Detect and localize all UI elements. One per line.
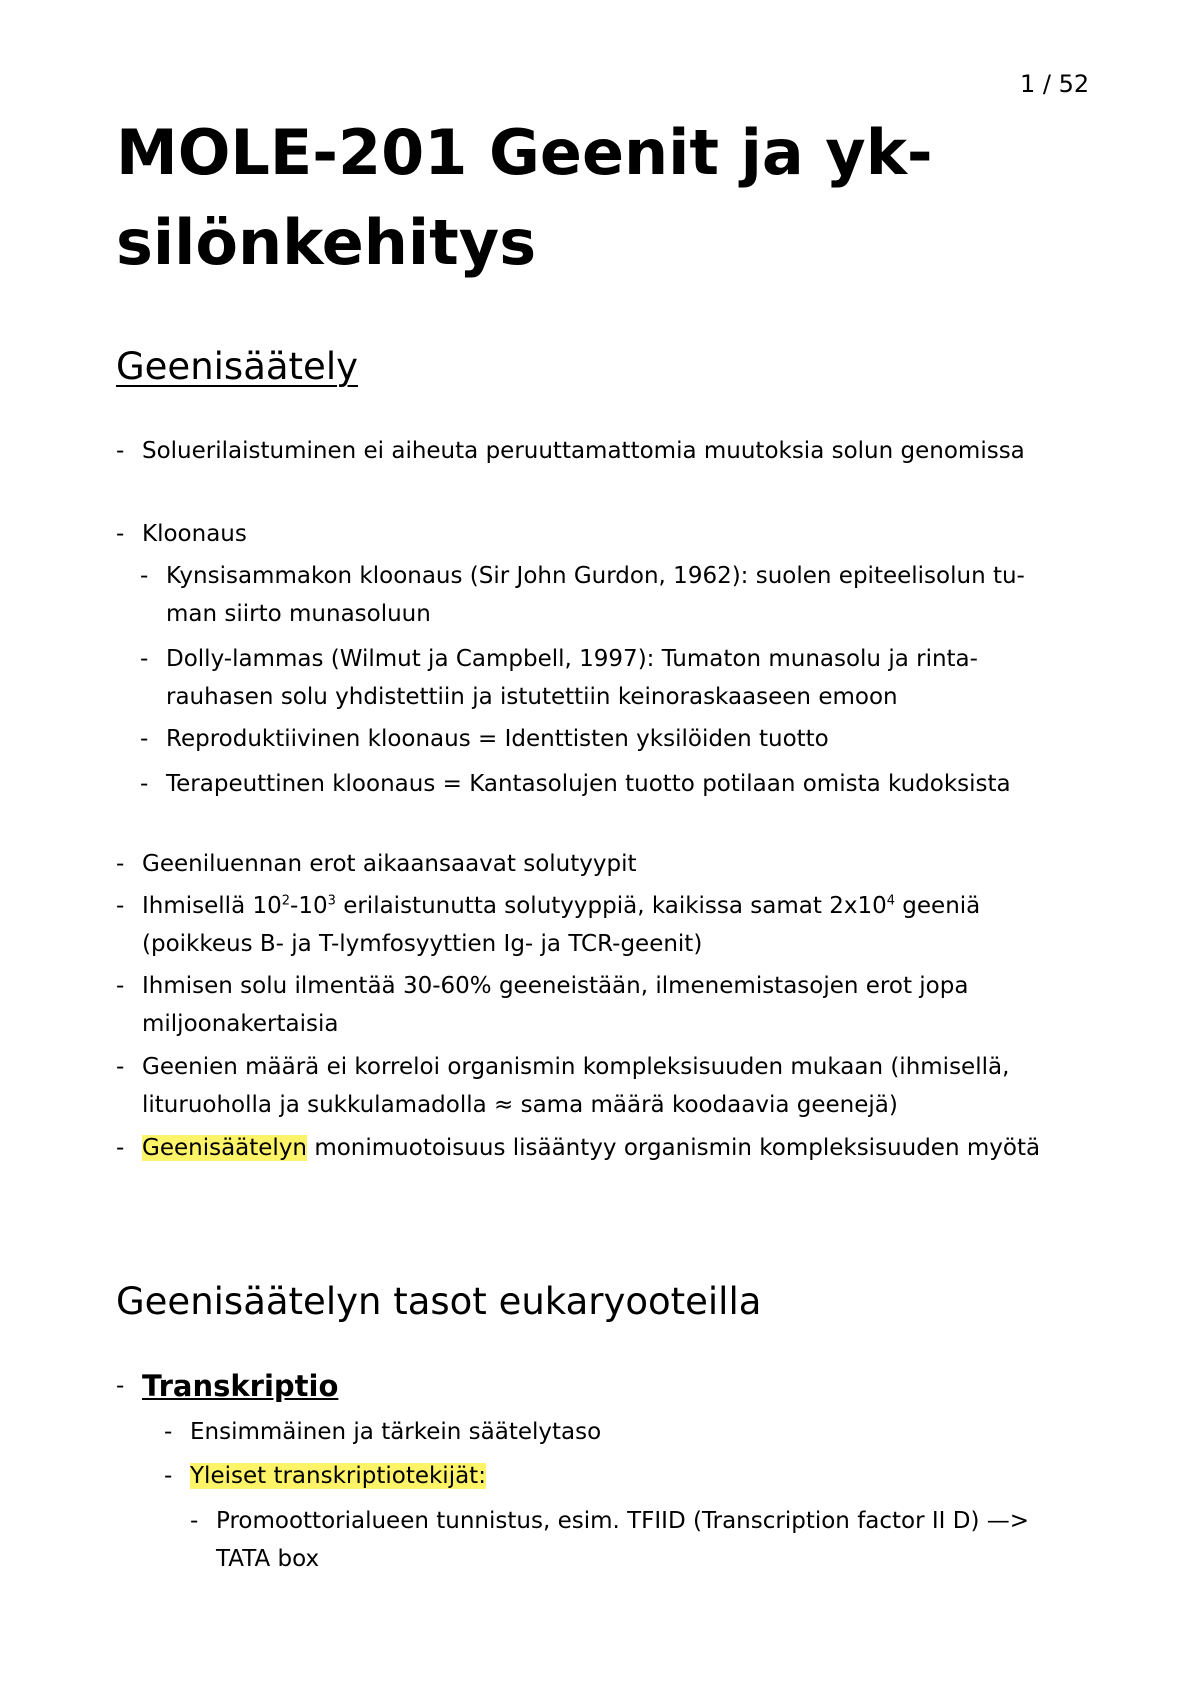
list-item-text: Ensimmäinen ja tärkein säätelytaso	[190, 1419, 602, 1445]
list-item	[116, 845, 637, 883]
document-title	[116, 108, 933, 288]
list-item-text-continued: rauhasen solu yhdistettiin ja istutettiin keinoraskaaseen emoon	[166, 684, 898, 710]
bullet-dash: -	[140, 726, 149, 752]
list-item-text: Ihmisellä $10^2-10^3$ erilaistunutta solutyyppiä, kaikissa samat $2x10^4$ geeniä	[142, 893, 981, 919]
bullet-dash: -	[116, 1135, 125, 1161]
list-item-text-continued: (poikkeus B- ja T-lymfosyyttien Ig- ja TCR-geenit)	[142, 931, 703, 957]
list-item-text-bold: Transkriptio	[142, 1369, 339, 1403]
list-item-text: Geeniluennan erot aikaansaavat solutyypit	[142, 851, 637, 877]
bullet-dash: -	[116, 438, 125, 464]
list-item-text-continued: miljoonakertaisia	[142, 1011, 339, 1037]
bullet-dash: -	[164, 1463, 173, 1489]
list-item-text-continued: man siirto munasoluun	[166, 601, 431, 627]
bullet-dash: -	[116, 893, 125, 919]
list-item	[116, 1048, 1009, 1124]
list-item-text: Reproduktiivinen kloonaus = Identtisten yksilöiden tuotto	[166, 726, 829, 752]
list-item	[140, 557, 1025, 633]
bullet-dash: -	[116, 1054, 125, 1080]
bullet-dash: -	[116, 851, 125, 877]
bullet-dash: -	[116, 1373, 125, 1399]
list-item	[116, 432, 1025, 470]
list-item-text-continued: TATA box	[216, 1546, 320, 1572]
title-line-1: MOLE-201 Geenit ja yk-	[116, 116, 933, 189]
list-item	[164, 1413, 601, 1451]
list-item-text: Soluerilaistuminen ei aiheuta peruuttamattomia muutoksia solun genomissa	[142, 438, 1025, 464]
bullet-dash: -	[140, 771, 149, 797]
highlighted-term: Geenisäätelyn	[142, 1135, 308, 1161]
bullet-dash: -	[164, 1419, 173, 1445]
list-item	[164, 1457, 486, 1495]
list-item-text: Geenien määrä ei korreloi organismin kompleksisuuden mukaan (ihmisellä,	[142, 1054, 1010, 1080]
list-item-text: Dolly-lammas (Wilmut ja Campbell, 1997): Tumaton munasolu ja rinta-	[166, 646, 978, 672]
list-item	[140, 640, 978, 716]
list-item	[116, 967, 968, 1043]
list-item	[140, 765, 1011, 803]
list-item-text: Kynsisammakon kloonaus (Sir John Gurdon, 1962): suolen epiteelisolun tu-	[166, 563, 1025, 589]
section-heading-geenisaately: Geenisäätely	[116, 345, 358, 388]
list-item-text: Terapeuttinen kloonaus = Kantasolujen tuotto potilaan omista kudoksista	[166, 771, 1011, 797]
list-item	[116, 515, 247, 553]
bullet-dash: -	[190, 1508, 199, 1534]
list-item-text: Ihmisen solu ilmentää 30-60% geeneistään, ilmenemistasojen erot jopa	[142, 973, 969, 999]
list-item-text: Promoottorialueen tunnistus, esim. TFIID (Transcription factor II D) —>	[216, 1508, 1030, 1534]
list-item	[116, 1129, 1040, 1167]
bullet-dash: -	[116, 521, 125, 547]
title-line-2: silönkehitys	[116, 206, 537, 279]
list-item-text-continued: lituruoholla ja sukkulamadolla ≈ sama määrä koodaavia geenejä)	[142, 1092, 898, 1118]
list-item-text	[190, 1457, 486, 1495]
page-number: 1 / 52	[1020, 70, 1090, 98]
list-item-text: Geenisäätelyn monimuotoisuus lisääntyy organismin kompleksisuuden myötä	[142, 1135, 1041, 1161]
list-item	[116, 887, 980, 963]
list-item-text: Kloonaus	[142, 521, 247, 547]
highlighted-term: Yleiset transkriptiotekijät:	[190, 1463, 486, 1489]
section-heading-tasot: Geenisäätelyn tasot eukaryooteilla	[116, 1280, 762, 1323]
bullet-dash: -	[116, 973, 125, 999]
bullet-dash: -	[140, 563, 149, 589]
list-item	[190, 1502, 1029, 1578]
list-item	[116, 1367, 338, 1405]
bullet-dash: -	[140, 646, 149, 672]
list-item	[140, 720, 829, 758]
